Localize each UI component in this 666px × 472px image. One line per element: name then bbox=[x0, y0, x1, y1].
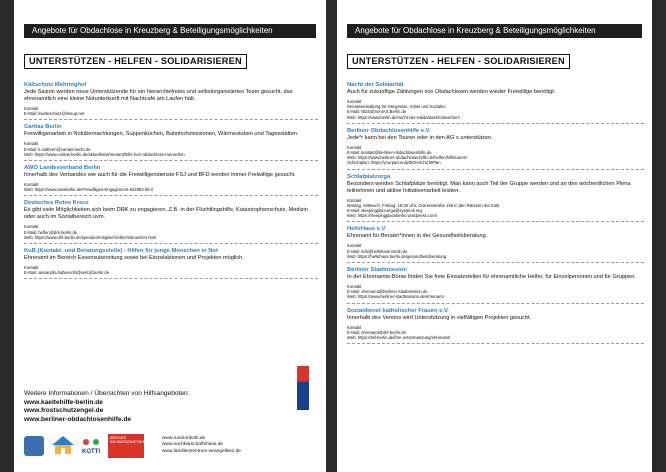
entry bbox=[347, 82, 644, 124]
entry-contact-line[interactable]: E-Mail: helfen@drk-berlin.de bbox=[24, 229, 78, 235]
flyer-page-right bbox=[337, 0, 652, 472]
entry-contact-line[interactable]: E-Mail: ehrenamt@skf-berlin.de bbox=[347, 329, 406, 335]
entry-kontakt-label: Kontakt bbox=[347, 243, 362, 249]
entry-kontakt-label: Kontakt bbox=[347, 324, 362, 330]
further-link-frostschutzengel[interactable]: www.frostschutzengel.de bbox=[24, 407, 104, 415]
partner-logos bbox=[24, 434, 174, 460]
slogan-box: UNTERSTÜTZEN - HELFEN - SOLIDARISIEREN bbox=[24, 54, 247, 69]
sponsor-stamp bbox=[297, 366, 311, 466]
partner-logo-house-icon bbox=[50, 434, 76, 456]
entry-title: Berliner Obdachlosenhilfe e.V. bbox=[347, 127, 431, 134]
entry-title: Schlafplatzorga bbox=[347, 173, 391, 180]
entry-contact-line: Senatsverwaltung für Integration, Arbeit und Soziales bbox=[347, 104, 446, 110]
further-link-kaeltehilfe[interactable]: www.kaeltehilfe-berlin.de bbox=[24, 398, 103, 406]
entry-title: Sozialdienst katholischer Frauen e.V. bbox=[347, 307, 449, 314]
further-info bbox=[24, 390, 190, 424]
entry-contact-line[interactable]: E-Mail: alexandra.haberecht@senbjf.berlin.de bbox=[24, 270, 110, 276]
entry-kontakt-label: Kontakt bbox=[347, 99, 362, 104]
entry-description: Auch für zukünftige Zählungen von Obdachlosen werden wieder Freiwillige benötigt. bbox=[347, 89, 556, 95]
entry-description: Jede Saison werden neue Unterstützende für ein hierarchiefreies und selbstorganisiertes Team gesucht, das ehrenamtlich eine kleine Notunterkunft mit Nachtcafé am Laufen hält. bbox=[24, 89, 293, 102]
entry bbox=[347, 308, 644, 345]
kotti-logo-text: KOTTI bbox=[82, 449, 100, 455]
web-link-nachbarschaftshaus[interactable]: www.nachbarschaftshaus.de bbox=[162, 442, 224, 448]
entry-kontakt-label: Kontakt bbox=[24, 141, 39, 147]
entry-contact-line[interactable]: E-Mail: ehrenamt@berliner-stadtmission.de bbox=[347, 289, 428, 295]
entry bbox=[24, 200, 318, 244]
entry bbox=[347, 128, 644, 170]
entry-contact-line[interactable]: Schichtplan: https://yourpart.eu/p/BOHSchichtPlan bbox=[347, 160, 441, 166]
entry-contact-line[interactable]: E-Mail: kontakt@berliner-obdachlosenhilfe.de bbox=[347, 150, 432, 156]
slogan-box: UNTERSTÜTZEN - HELFEN - SOLIDARISIEREN bbox=[347, 54, 570, 69]
entry-kontakt-label: Kontakt bbox=[24, 182, 39, 188]
entry-contact-line[interactable]: Web: https://hellehaus-berlin.de/gesundheitsberatung bbox=[347, 253, 447, 259]
entry-title: Caritas Berlin bbox=[24, 124, 62, 131]
entry-kontakt-label: Kontakt bbox=[24, 106, 39, 111]
entry-contact-line[interactable]: E-Mail: kaelteschutz@riseup.net bbox=[24, 111, 85, 117]
entry bbox=[24, 124, 318, 161]
entry-description: Ehrenamt für Berater*innen in der Gesundheitsberatung. bbox=[347, 233, 488, 240]
entry bbox=[24, 248, 318, 279]
entry-title: Nacht der Solidarität bbox=[347, 82, 404, 88]
entry-title: AWO Landesverband Berlin bbox=[24, 165, 101, 172]
entries-list bbox=[347, 82, 644, 348]
entry-contact-line: Montag, Mittwoch, Freitag: 18-20 Uhr, Oranienstraße 159 in den Räumen der KuB bbox=[347, 202, 499, 208]
entry-kontakt-label: Kontakt bbox=[347, 144, 362, 150]
web-link-familienzentrum[interactable]: www.familienzentrum-wrangelkiez.de bbox=[162, 448, 241, 454]
entry-kontakt-label: Kontakt bbox=[347, 284, 362, 290]
sponsor-flag-icon bbox=[297, 366, 309, 410]
entry bbox=[347, 174, 644, 223]
entry-title: Berliner Stadtmission bbox=[347, 267, 407, 274]
further-info-heading: Weitere Informationen / Übersichten von Hilfsangeboten: bbox=[24, 390, 190, 397]
header-banner: Angebote für Obdachlose in Kreuzberg & Beteiligungsmöglichkeiten bbox=[24, 24, 316, 38]
entry-contact-line[interactable]: Web: https://skf-berlin.de/ihre-unterstuetzung/ehrenamt/ bbox=[347, 335, 451, 341]
entry-contact-line[interactable]: E-Mail: info@hellehaus-berlin.de bbox=[347, 248, 408, 254]
entry-description: Jede*r kann bei den Touren oder in den AG´s unterstützen. bbox=[347, 134, 493, 141]
entry-contact-line[interactable]: Web: https://www.berlin.de/nacht-der-solidaritaet/mitmachen/ bbox=[347, 114, 460, 120]
entry bbox=[347, 267, 644, 304]
entries-list bbox=[24, 82, 318, 283]
entry bbox=[24, 165, 318, 196]
entry-description: In der Ehrenamts-Börse finden Sie freie Einsatzstellen für ehrenamtliche Helfer, für Einzelpersonen und für Gruppen. bbox=[347, 274, 636, 281]
header-banner: Angebote für Obdachlose in Kreuzberg & Beteiligungsmöglichkeiten bbox=[347, 24, 642, 38]
entry-contact-line[interactable]: Web: https://www.berliner-obdachlosenhilfe.de/helfen/hilfstouren/ bbox=[347, 155, 468, 161]
partner-logo-blue-icon bbox=[24, 436, 44, 456]
entry-title: HelleHaus e.V. bbox=[347, 226, 387, 233]
entry-contact-line[interactable]: Web: https://sleepingplaceberlin.wordpress.com/ bbox=[347, 213, 437, 219]
entry bbox=[347, 226, 644, 263]
entry-description: Besonders werden Schlafplätze benötigt. Man kann auch Teil der Gruppe werden und an den wöchentlichen Plena teilnehmen und aktive Initiativenarbeit leisten. bbox=[347, 180, 631, 194]
entry-contact-line[interactable]: Web: https://www.drk-berlin.de/spenden/mitglied-helfer/mitmachen.html bbox=[24, 234, 157, 240]
entry-contact-line[interactable]: Web: https://www.caritas-berlin.de/aktuelles/ehrenamt/hilfe-fuer-obdachlose-menschen bbox=[24, 151, 185, 157]
entry-contact-line[interactable]: Web: https://www.awoberlin.de/Freiwilliges-Engagement-842983.html bbox=[24, 187, 153, 193]
red-partner-logo: BERLINER NACHBARSCHAFTSHILFE bbox=[108, 434, 144, 458]
flyer-page-left bbox=[14, 0, 326, 472]
kotti-logo-icon bbox=[80, 436, 102, 456]
entry-description: Es gibt viele Möglichkeiten sich beim DRK zu engagieren. Z.B. in der Flüchtlingshilfe, Katastrophenschutz, Medizin oder auch im Sozialbereich uvm. bbox=[24, 207, 308, 221]
entry-description: Innerhalb des Verbandes wie auch für die Freiwilligendienste FSJ und BFD werden immer Freiwillige gesucht. bbox=[24, 172, 296, 179]
further-link-obdachlosenhilfe[interactable]: www.berliner-obdachlosenhilfe.de bbox=[24, 415, 132, 423]
entry-kontakt-label: Kontakt bbox=[347, 197, 362, 203]
entry-title: Deutsches Rotes Kreuz bbox=[24, 200, 89, 207]
entry-kontakt-label: Kontakt bbox=[24, 224, 39, 230]
entry-contact-line[interactable]: E-Mail: sleepingplaceorga@systemli.org bbox=[347, 208, 422, 214]
entry-kontakt-label: Kontakt bbox=[24, 265, 39, 271]
entry-title: KuB (Kontakt- und Beratungsstelle) - Hilfen für junge Menschen in Not bbox=[24, 248, 218, 255]
entry-description: Ehrenamt im Bereich Essensubereitung sowie bei Einzelaktionen und Projekten möglich. bbox=[24, 255, 244, 262]
entry-title: Kältschutz Mehringhof bbox=[24, 82, 87, 88]
entry bbox=[24, 82, 318, 120]
web-link-rundumkotti[interactable]: www.rundumkotti.de bbox=[162, 436, 206, 441]
entry-contact-line[interactable]: Web: https://www.berliner-stadtmission.de/ehrenamt bbox=[347, 294, 444, 300]
entry-contact-line[interactable]: E-Mail: NDS@SenIAS.Berlin.de bbox=[347, 109, 407, 115]
entry-contact-line[interactable]: E-Mail: k.eidthorn@caritas-berlin.de bbox=[24, 146, 91, 152]
entry-description: Innerhalb des Vereins wird Unterstützung in vielfältigen Projekten gesucht. bbox=[347, 314, 532, 321]
partner-web-links bbox=[162, 436, 241, 455]
entry-description: Freiwilligenarbeit in Notübernachtungen, Suppenküchen, Bahnhofsmissionen, Wärmestuben und Tagesstätten. bbox=[24, 131, 299, 138]
